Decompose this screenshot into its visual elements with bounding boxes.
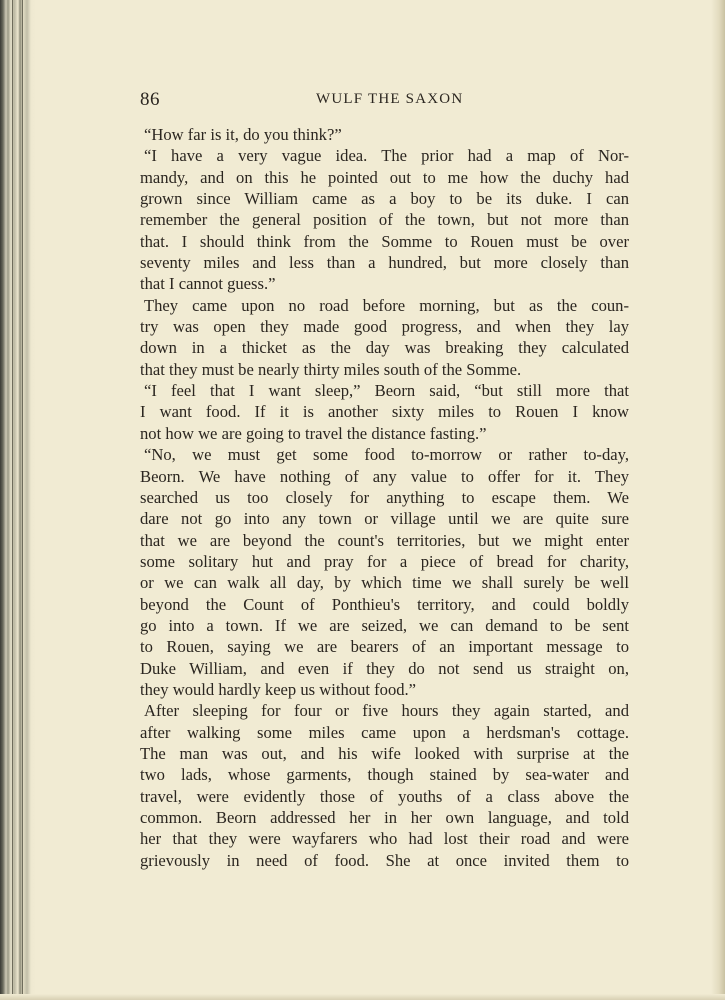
text-line: “I have a very vague idea. The prior had a map of Nor-: [144, 146, 629, 166]
text-line: or we can walk all day, by which time we shall surely be well: [140, 573, 629, 593]
text-line: go into a town. If we are seized, we can demand to be sent: [140, 615, 629, 635]
text-line: I want food. If it is another sixty miles to Rouen I know: [140, 402, 629, 422]
text-line: They came upon no road before morning, but as the coun-: [144, 295, 629, 315]
text-line: mandy, and on this he pointed out to me how the duchy had: [140, 167, 629, 187]
page-number: 86: [140, 89, 160, 110]
text-line: beyond the Count of Ponthieu's territory, and could boldly: [140, 594, 629, 614]
text-line: After sleeping for four or five hours they again started, and: [144, 701, 629, 721]
text-line: searched us too closely for anything to escape them. We: [140, 487, 629, 507]
text-line: Beorn. We have nothing of any value to offer for it. They: [140, 466, 629, 486]
text-line: that I cannot guess.”: [140, 274, 276, 294]
book-title: WULF THE SAXON: [316, 91, 464, 107]
binding-line: [22, 0, 23, 1000]
text-line: that they must be nearly thirty miles south of the Somme.: [140, 359, 522, 379]
text-line: they would hardly keep us without food.”: [140, 679, 417, 699]
text-line: common. Beorn addressed her in her own language, and told: [140, 808, 629, 827]
page-edge-bottom: [0, 994, 725, 1000]
text-line: remember the general position of the town, but not more than: [140, 210, 629, 230]
text-line: grown since William came as a boy to be its duke. I can: [140, 189, 629, 209]
page-edge: [711, 0, 725, 1000]
text-line: “I feel that I want sleep,” Beorn said, “but still more that: [144, 381, 629, 401]
binding-line: [12, 0, 13, 1000]
text-line: that we are beyond the count's territories, but we might enter: [140, 530, 629, 550]
running-head: [140, 89, 630, 113]
text-line: grievously in need of food. She at once invited them to: [140, 850, 629, 870]
text-line: dare not go into any town or village until we are quite sure: [140, 509, 629, 529]
text-line: her that they were wayfarers who had lost their road and were: [140, 829, 629, 849]
text-line: two lads, whose garments, though stained by sea-water and: [140, 765, 629, 785]
text-line: try was open they made good progress, and when they lay: [140, 317, 629, 337]
text-line: not how we are going to travel the distance fasting.”: [140, 423, 487, 443]
text-line: “No, we must get some food to-morrow or rather to-day,: [144, 445, 629, 465]
text-line: down in a thicket as the day was breaking they calculated: [140, 338, 629, 358]
text-line: some solitary hut and pray for a piece of bread for charity,: [140, 551, 629, 571]
text-line: The man was out, and his wife looked with surprise at the: [140, 743, 629, 763]
body-text: [140, 124, 629, 871]
text-line: to Rouen, saying we are bearers of an important message to: [140, 637, 629, 657]
text-line: Duke William, and even if they do not send us straight on,: [140, 658, 629, 678]
text-line: that. I should think from the Somme to Rouen must be over: [140, 231, 629, 251]
text-line: “How far is it, do you think?”: [144, 125, 342, 144]
text-line: travel, were evidently those of youths of a class above the: [140, 786, 629, 806]
text-line: after walking some miles came upon a herdsman's cottage.: [140, 722, 629, 742]
text-line: seventy miles and less than a hundred, but more closely than: [140, 253, 629, 273]
book-binding: [0, 0, 36, 1000]
